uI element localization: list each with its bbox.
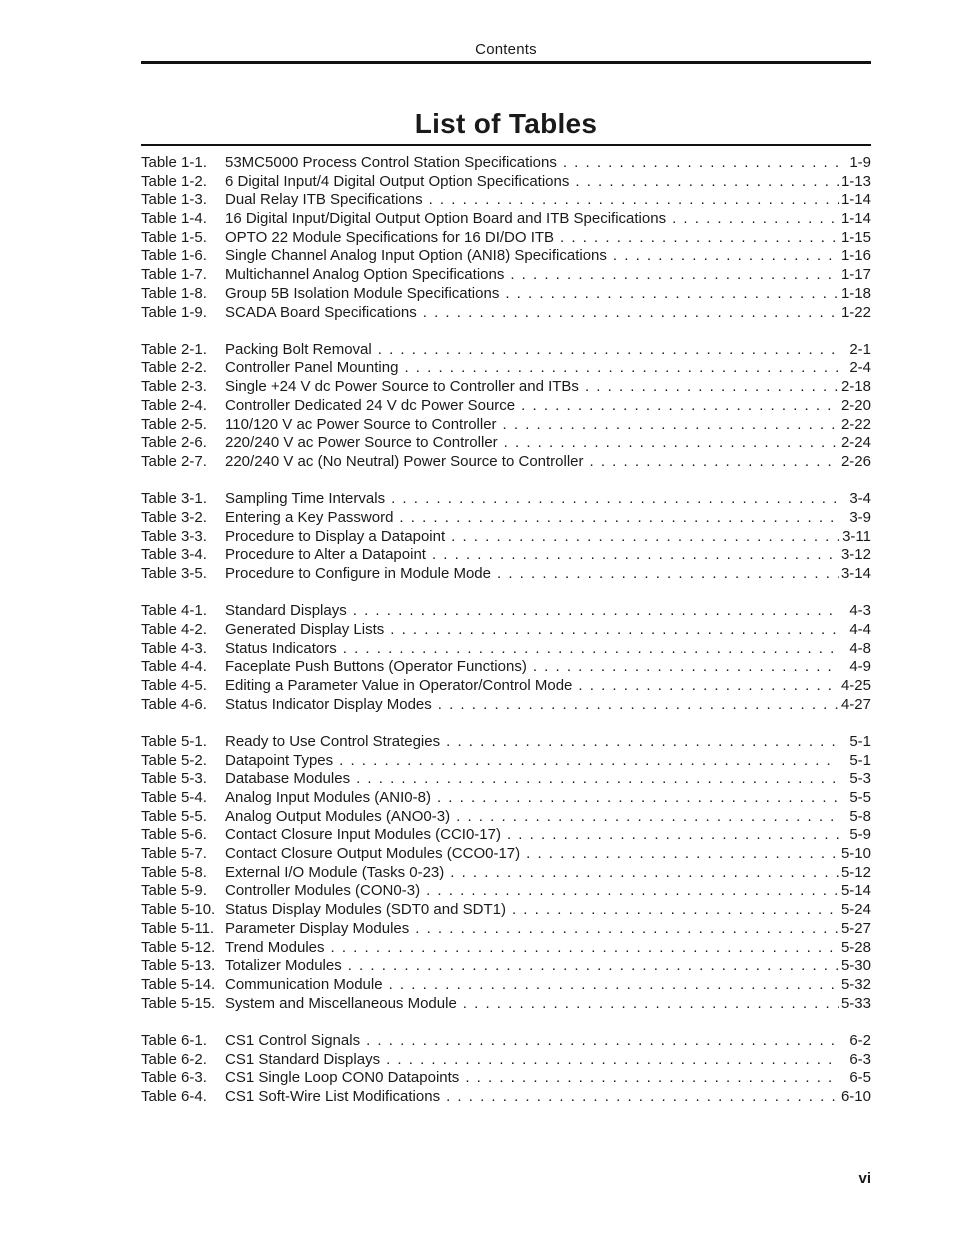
table-entry[interactable]: [141, 640, 871, 659]
table-page-number: 1-17: [840, 266, 871, 284]
table-caption: 220/240 V ac (No Neutral) Power Source to Controller: [225, 452, 584, 470]
table-page-number: 4-27: [840, 695, 871, 713]
table-page-number: 2-1: [849, 340, 871, 358]
dot-leader: [613, 247, 839, 266]
table-caption: Controller Modules (CON0-3): [225, 882, 421, 900]
table-caption: CS1 Single Loop CON0 Datapoints: [225, 1069, 460, 1087]
table-number: Table 1-8.: [141, 284, 207, 302]
dot-leader: [578, 677, 839, 696]
table-number: Table 5-12.: [141, 938, 216, 956]
table-number: Table 3-4.: [141, 546, 207, 564]
table-caption: 16 Digital Input/Digital Output Option Board and ITB Specifications: [225, 210, 667, 228]
table-caption: CS1 Soft-Wire List Modifications: [225, 1087, 441, 1105]
table-number: Table 3-1.: [141, 490, 207, 508]
table-entry[interactable]: [141, 789, 871, 808]
table-page-number: 5-27: [840, 919, 871, 937]
table-number: Table 4-3.: [141, 639, 207, 657]
table-number: Table 6-2.: [141, 1050, 207, 1068]
table-number: Table 5-7.: [141, 845, 207, 863]
table-caption: Status Display Modules (SDT0 and SDT1): [225, 901, 506, 919]
table-entry[interactable]: [141, 266, 871, 285]
dot-leader: [563, 154, 839, 173]
dot-leader: [504, 434, 839, 453]
table-entry[interactable]: [141, 247, 871, 266]
table-group: [141, 490, 871, 583]
running-header: Contents: [475, 41, 537, 58]
table-caption: Database Modules: [225, 770, 351, 788]
table-entry[interactable]: [141, 901, 871, 920]
table-caption: Communication Module: [225, 975, 383, 993]
table-page-number: 5-8: [849, 807, 871, 825]
table-entry[interactable]: [141, 509, 871, 528]
page-number: vi: [858, 1170, 871, 1187]
table-number: Table 5-13.: [141, 957, 216, 975]
table-caption: 110/120 V ac Power Source to Controller: [225, 415, 497, 433]
table-number: Table 6-4.: [141, 1087, 207, 1105]
table-number: Table 2-1.: [141, 340, 207, 358]
dot-leader: [575, 173, 839, 192]
table-entry[interactable]: [141, 1032, 871, 1051]
table-number: Table 5-5.: [141, 807, 207, 825]
table-page-number: 5-32: [840, 975, 871, 993]
table-list: [141, 154, 871, 1125]
table-number: Table 6-3.: [141, 1069, 207, 1087]
table-page-number: 3-12: [840, 546, 871, 564]
table-entry[interactable]: [141, 528, 871, 547]
table-number: Table 5-1.: [141, 732, 207, 750]
table-page-number: 3-11: [842, 527, 871, 545]
table-entry[interactable]: [141, 621, 871, 640]
table-entry[interactable]: [141, 658, 871, 677]
table-caption: Status Indicators: [225, 639, 337, 657]
table-entry[interactable]: [141, 696, 871, 715]
table-entry[interactable]: [141, 602, 871, 621]
table-caption: Dual Relay ITB Specifications: [225, 191, 423, 209]
dot-leader: [521, 397, 839, 416]
table-number: Table 4-4.: [141, 658, 207, 676]
table-page-number: 1-9: [849, 154, 871, 171]
page-title: List of Tables: [414, 108, 598, 139]
dot-leader: [510, 266, 839, 285]
table-caption: Procedure to Alter a Datapoint: [225, 546, 426, 564]
dot-leader: [446, 733, 839, 752]
table-entry[interactable]: [141, 1051, 871, 1070]
table-page-number: 5-3: [849, 770, 871, 788]
table-entry[interactable]: [141, 453, 871, 472]
table-page-number: 5-9: [849, 826, 871, 844]
table-number: Table 2-6.: [141, 434, 207, 452]
table-entry[interactable]: [141, 752, 871, 771]
table-entry[interactable]: [141, 359, 871, 378]
table-entry[interactable]: [141, 845, 871, 864]
table-caption: Controller Dedicated 24 V dc Power Source: [225, 396, 516, 414]
table-number: Table 2-7.: [141, 452, 207, 470]
table-caption: Group 5B Isolation Module Specifications: [225, 284, 500, 302]
dot-leader: [507, 826, 839, 845]
table-caption: Analog Output Modules (ANO0-3): [225, 807, 451, 825]
table-caption: Controller Panel Mounting: [225, 359, 399, 377]
table-entry[interactable]: [141, 826, 871, 845]
table-number: Table 1-9.: [141, 303, 207, 321]
table-number: Table 5-9.: [141, 882, 207, 900]
table-number: Table 5-15.: [141, 994, 216, 1012]
table-page-number: 1-14: [840, 210, 871, 228]
table-page-number: 4-8: [849, 639, 871, 657]
dot-leader: [423, 304, 839, 323]
table-page-number: 2-22: [840, 415, 871, 433]
table-entry[interactable]: [141, 995, 871, 1014]
table-entry[interactable]: [141, 677, 871, 696]
table-entry[interactable]: [141, 490, 871, 509]
table-caption: Parameter Display Modules: [225, 919, 410, 937]
table-caption: Contact Closure Output Modules (CCO0-17): [225, 845, 521, 863]
table-caption: Status Indicator Display Modes: [225, 695, 432, 713]
table-page-number: 2-4: [849, 359, 871, 377]
dot-leader: [533, 658, 839, 677]
title-rule: [141, 144, 871, 146]
table-number: Table 4-2.: [141, 620, 207, 638]
table-number: Table 2-5.: [141, 415, 207, 433]
dot-leader: [343, 640, 839, 659]
table-number: Table 1-3.: [141, 191, 207, 209]
table-caption: External I/O Module (Tasks 0-23): [225, 863, 445, 881]
dot-leader: [450, 864, 839, 883]
dot-leader: [503, 416, 839, 435]
table-caption: 220/240 V ac Power Source to Controller: [225, 434, 498, 452]
dot-leader: [437, 789, 839, 808]
table-number: Table 4-1.: [141, 602, 207, 620]
table-entry[interactable]: [141, 210, 871, 229]
table-number: Table 1-6.: [141, 247, 207, 265]
table-caption: OPTO 22 Module Specifications for 16 DI/DO ITB: [225, 228, 555, 246]
table-entry[interactable]: [141, 416, 871, 435]
dot-leader: [429, 191, 839, 210]
table-entry[interactable]: [141, 285, 871, 304]
table-page-number: 3-14: [840, 564, 871, 582]
table-caption: Ready to Use Control Strategies: [225, 732, 441, 750]
table-group: [141, 602, 871, 714]
table-page-number: 5-12: [840, 863, 871, 881]
table-entry[interactable]: [141, 546, 871, 565]
dot-leader: [356, 770, 839, 789]
table-caption: CS1 Control Signals: [225, 1031, 361, 1049]
table-group: [141, 154, 871, 322]
table-number: Table 1-1.: [141, 154, 207, 171]
dot-leader: [348, 957, 839, 976]
dot-leader: [451, 528, 839, 547]
dot-leader: [526, 845, 839, 864]
table-entry[interactable]: [141, 1088, 871, 1107]
table-page-number: 5-1: [849, 751, 871, 769]
table-page-number: 2-26: [840, 452, 871, 470]
table-number: Table 4-5.: [141, 676, 207, 694]
dot-leader: [386, 1051, 839, 1070]
dot-leader: [426, 882, 839, 901]
dot-leader: [590, 453, 839, 472]
table-number: Table 5-8.: [141, 863, 207, 881]
table-entry[interactable]: [141, 957, 871, 976]
table-page-number: 6-5: [849, 1069, 871, 1087]
table-entry[interactable]: [141, 1069, 871, 1088]
table-page-number: 6-2: [849, 1031, 871, 1049]
dot-leader: [505, 285, 839, 304]
table-page-number: 2-24: [840, 434, 871, 452]
table-entry[interactable]: [141, 882, 871, 901]
table-number: Table 2-4.: [141, 396, 207, 414]
table-caption: Entering a Key Password: [225, 508, 394, 526]
table-page-number: 1-13: [840, 172, 871, 190]
dot-leader: [415, 920, 839, 939]
table-number: Table 1-4.: [141, 210, 207, 228]
table-page-number: 5-14: [840, 882, 871, 900]
table-group: [141, 733, 871, 1013]
table-group: [141, 341, 871, 472]
table-caption: Totalizer Modules: [225, 957, 342, 975]
table-number: Table 5-10.: [141, 901, 216, 919]
table-caption: Packing Bolt Removal: [225, 340, 372, 358]
table-page-number: 2-18: [840, 378, 871, 396]
table-page-number: 1-14: [840, 191, 871, 209]
table-number: Table 3-2.: [141, 508, 207, 526]
table-entry[interactable]: [141, 397, 871, 416]
table-number: Table 3-5.: [141, 564, 207, 582]
table-page-number: 1-16: [840, 247, 871, 265]
table-entry[interactable]: [141, 173, 871, 192]
dot-leader: [389, 976, 839, 995]
dot-leader: [390, 621, 839, 640]
table-caption: Procedure to Configure in Module Mode: [225, 564, 491, 582]
table-entry[interactable]: [141, 808, 871, 827]
table-number: Table 5-4.: [141, 789, 207, 806]
dot-leader: [366, 1032, 839, 1051]
table-caption: Trend Modules: [225, 938, 325, 956]
table-page-number: 5-28: [840, 938, 871, 956]
table-entry[interactable]: [141, 341, 871, 360]
table-page-number: 4-9: [849, 658, 871, 676]
table-page-number: 4-25: [840, 676, 871, 694]
table-entry[interactable]: [141, 565, 871, 584]
table-number: Table 2-2.: [141, 359, 207, 377]
dot-leader: [378, 341, 839, 360]
table-number: Table 5-6.: [141, 826, 207, 844]
table-page-number: 6-3: [849, 1050, 871, 1068]
table-page-number: 6-10: [840, 1087, 871, 1105]
table-caption: Datapoint Types: [225, 751, 334, 769]
table-entry[interactable]: [141, 154, 871, 173]
table-number: Table 5-3.: [141, 770, 207, 788]
table-page-number: 5-10: [840, 845, 871, 863]
table-page-number: 5-33: [840, 994, 871, 1012]
table-page-number: 5-24: [840, 901, 871, 919]
dot-leader: [512, 901, 839, 920]
dot-leader: [497, 565, 839, 584]
table-number: Table 1-7.: [141, 266, 207, 284]
table-number: Table 5-14.: [141, 975, 216, 993]
table-page-number: 3-4: [849, 490, 871, 508]
table-caption: Procedure to Display a Datapoint: [225, 527, 446, 545]
table-entry[interactable]: [141, 733, 871, 752]
dot-leader: [353, 602, 839, 621]
table-caption: Faceplate Push Buttons (Operator Functions): [225, 658, 527, 676]
table-entry[interactable]: [141, 976, 871, 995]
table-caption: Single +24 V dc Power Source to Controller and ITBs: [225, 378, 579, 396]
dot-leader: [331, 939, 839, 958]
table-caption: Contact Closure Input Modules (CCI0-17): [225, 826, 501, 844]
table-page-number: 1-15: [840, 228, 871, 246]
table-caption: SCADA Board Specifications: [225, 303, 417, 321]
dot-leader: [399, 509, 839, 528]
table-entry[interactable]: [141, 378, 871, 397]
table-number: Table 1-2.: [141, 172, 207, 190]
table-entry[interactable]: [141, 770, 871, 789]
header-rule: [141, 61, 871, 64]
table-entry[interactable]: [141, 864, 871, 883]
table-number: Table 5-11.: [141, 919, 215, 937]
table-number: Table 2-3.: [141, 378, 207, 396]
table-caption: Sampling Time Intervals: [225, 490, 386, 508]
table-entry[interactable]: [141, 229, 871, 248]
table-caption: System and Miscellaneous Module: [225, 994, 457, 1012]
table-caption: 53MC5000 Process Control Station Specifications: [225, 154, 557, 171]
table-number: Table 6-1.: [141, 1031, 207, 1049]
dot-leader: [432, 546, 839, 565]
dot-leader: [438, 696, 839, 715]
table-page-number: 5-1: [849, 732, 871, 750]
table-page-number: 4-4: [849, 620, 871, 638]
table-page-number: 3-9: [849, 508, 871, 526]
table-caption: CS1 Standard Displays: [225, 1050, 381, 1068]
table-page-number: 1-18: [840, 284, 871, 302]
table-caption: Editing a Parameter Value in Operator/Control Mode: [225, 676, 573, 694]
table-number: Table 3-3.: [141, 527, 207, 545]
table-entry[interactable]: [141, 939, 871, 958]
dot-leader: [560, 229, 839, 248]
table-caption: Single Channel Analog Input Option (ANI8) Specifications: [225, 247, 607, 265]
table-page-number: 5-5: [849, 789, 871, 806]
table-page-number: 4-3: [849, 602, 871, 620]
dot-leader: [585, 378, 839, 397]
table-caption: Analog Input Modules (ANI0-8): [225, 789, 431, 806]
dot-leader: [463, 995, 839, 1014]
dot-leader: [339, 752, 839, 771]
table-page-number: 1-22: [840, 303, 871, 321]
table-number: Table 4-6.: [141, 695, 207, 713]
table-number: Table 5-2.: [141, 751, 207, 769]
dot-leader: [672, 210, 839, 229]
table-caption: 6 Digital Input/4 Digital Output Option Specifications: [225, 172, 570, 190]
table-caption: Standard Displays: [225, 602, 347, 620]
table-number: Table 1-5.: [141, 228, 207, 246]
dot-leader: [404, 359, 839, 378]
dot-leader: [465, 1069, 839, 1088]
table-page-number: 5-30: [840, 957, 871, 975]
table-group: [141, 1032, 871, 1107]
table-caption: Multichannel Analog Option Specifications: [225, 266, 505, 284]
table-entry[interactable]: [141, 191, 871, 210]
table-entry[interactable]: [141, 434, 871, 453]
dot-leader: [456, 808, 839, 827]
dot-leader: [391, 490, 839, 509]
dot-leader: [446, 1088, 839, 1107]
table-caption: Generated Display Lists: [225, 620, 385, 638]
table-page-number: 2-20: [840, 396, 871, 414]
table-entry[interactable]: [141, 304, 871, 323]
table-entry[interactable]: [141, 920, 871, 939]
